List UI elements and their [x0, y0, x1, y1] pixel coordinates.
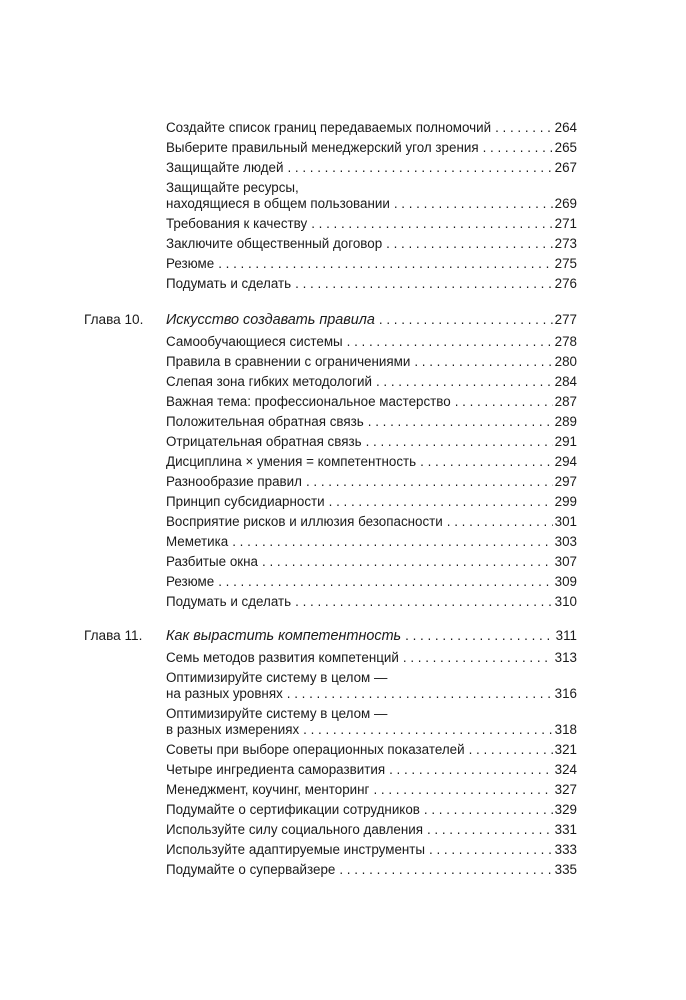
toc-entry[interactable]	[166, 802, 577, 818]
toc-entry[interactable]	[166, 594, 577, 610]
entry-title: Подумать и сделать	[166, 276, 292, 291]
toc-entry[interactable]	[166, 862, 577, 878]
entry-title: Восприятие рисков и иллюзия безопасности	[166, 514, 443, 529]
leader-dots	[394, 196, 553, 212]
page-number: 267	[554, 160, 577, 175]
toc-entry[interactable]	[166, 514, 577, 530]
toc-entry[interactable]	[166, 180, 577, 212]
entry-title: Требования к качеству	[166, 216, 308, 231]
leader-dots	[483, 140, 553, 156]
entry-title: Самообучающиеся системы	[166, 334, 343, 349]
leader-dots	[295, 276, 553, 292]
toc-entry[interactable]	[166, 742, 577, 758]
toc-entry[interactable]	[166, 762, 577, 778]
page-number: 273	[554, 236, 577, 251]
page-number: 299	[554, 494, 577, 509]
page-number: 276	[554, 276, 577, 291]
leader-dots	[347, 334, 553, 350]
entry-title: Важная тема: профессиональное мастерство	[166, 394, 451, 409]
page-number: 318	[554, 722, 577, 737]
toc-entry[interactable]	[166, 706, 577, 738]
entry-title-continued: находящиеся в общем пользовании	[166, 196, 390, 211]
page-number: 310	[554, 594, 577, 609]
chapter-title-text: Искусство создавать правила	[166, 312, 375, 328]
page-number: 309	[554, 574, 577, 589]
leader-dots	[295, 594, 553, 610]
toc-entry[interactable]	[166, 670, 577, 702]
leader-dots	[311, 216, 552, 232]
entry-title: Подумайте о супервайзере	[166, 862, 336, 877]
page-number: 269	[554, 196, 577, 211]
leader-dots	[379, 312, 553, 328]
page-number: 294	[554, 454, 577, 469]
toc-entry[interactable]	[166, 494, 577, 510]
leader-dots	[303, 722, 553, 738]
entry-title: Дисциплина × умения = компетентность	[166, 454, 417, 469]
page-number: 297	[554, 474, 577, 489]
page-number: 329	[554, 802, 577, 817]
entry-title: Четыре ингредиента саморазвития	[166, 762, 386, 777]
entry-title: Используйте силу социального давления	[166, 822, 423, 837]
leader-dots	[447, 514, 553, 530]
entry-title: Разнообразие правил	[166, 474, 302, 489]
entry-title: Правила в сравнении с ограничениями	[166, 354, 411, 369]
leader-dots	[495, 120, 553, 136]
leader-dots	[287, 160, 552, 176]
leader-dots	[414, 354, 552, 370]
entry-title: Защищайте ресурсы,	[166, 180, 299, 195]
toc-entry[interactable]	[166, 434, 577, 450]
entry-title: Заключите общественный договор	[166, 236, 383, 251]
toc-entry[interactable]	[166, 414, 577, 430]
entry-title-continued: в разных измерениях	[166, 722, 300, 737]
leader-dots	[424, 802, 553, 818]
entry-title: Принцип субсидиарности	[166, 494, 325, 509]
toc-entry[interactable]	[166, 394, 577, 410]
toc-entry[interactable]	[166, 374, 577, 390]
leader-dots	[405, 628, 554, 644]
page-number: 313	[554, 650, 577, 665]
page-number: 331	[554, 822, 577, 837]
entry-title: Защищайте людей	[166, 160, 284, 175]
page-number: 316	[554, 686, 577, 701]
toc-entry[interactable]	[166, 276, 577, 292]
page-number: 321	[554, 742, 577, 757]
page-number: 303	[554, 534, 577, 549]
page-number: 278	[554, 334, 577, 349]
toc-entry[interactable]	[166, 256, 577, 272]
page-number: 271	[554, 216, 577, 231]
entry-title: Резюме	[166, 256, 215, 271]
toc-entry[interactable]	[166, 842, 577, 858]
page-number: 327	[554, 782, 577, 797]
leader-dots	[420, 454, 553, 470]
toc-entry[interactable]	[166, 334, 577, 350]
leader-dots	[287, 686, 553, 702]
page-number: 307	[554, 554, 577, 569]
entry-title: Резюме	[166, 574, 215, 589]
toc-entry[interactable]	[166, 650, 577, 666]
toc-entry[interactable]	[166, 454, 577, 470]
page-number: 280	[554, 354, 577, 369]
leader-dots	[368, 414, 553, 430]
page-number: 335	[554, 862, 577, 877]
chapter-title[interactable]	[166, 628, 577, 644]
toc-entry[interactable]	[166, 534, 577, 550]
leader-dots	[339, 862, 552, 878]
toc-entry[interactable]	[166, 574, 577, 590]
leader-dots	[469, 742, 553, 758]
toc-entry[interactable]	[166, 554, 577, 570]
entry-title: Создайте список границ передаваемых полномочий	[166, 120, 492, 135]
leader-dots	[218, 574, 552, 590]
page-number: 333	[554, 842, 577, 857]
chapter-label: Глава 11.	[84, 628, 143, 643]
entry-title-continued: на разных уровнях	[166, 686, 283, 701]
toc-entry[interactable]	[166, 160, 577, 176]
entry-title: Слепая зона гибких методологий	[166, 374, 372, 389]
entry-title: Разбитые окна	[166, 554, 258, 569]
entry-title: Меметика	[166, 534, 229, 549]
toc-entry[interactable]	[166, 236, 577, 252]
entry-title: Советы при выборе операционных показателей	[166, 742, 465, 757]
entry-title: Оптимизируйте систему в целом —	[166, 706, 388, 721]
entry-title: Подумать и сделать	[166, 594, 292, 609]
toc-entry[interactable]	[166, 354, 577, 370]
leader-dots	[366, 434, 553, 450]
chapter-label: Глава 10.	[84, 312, 144, 327]
leader-dots	[429, 842, 553, 858]
page-number: 289	[554, 414, 577, 429]
entry-title: Используйте адаптируемые инструменты	[166, 842, 426, 857]
toc-entry[interactable]	[166, 120, 577, 136]
page-number: 275	[554, 256, 577, 271]
page-number: 265	[554, 140, 577, 155]
leader-dots	[373, 782, 552, 798]
toc-entry[interactable]	[166, 140, 577, 156]
entry-title: Менеджмент, коучинг, менторинг	[166, 782, 370, 797]
leader-dots	[329, 494, 553, 510]
leader-dots	[455, 394, 553, 410]
leader-dots	[386, 236, 553, 252]
page-number: 287	[554, 394, 577, 409]
entry-title: Семь методов развития компетенций	[166, 650, 399, 665]
leader-dots	[427, 822, 553, 838]
leader-dots	[306, 474, 553, 490]
entry-title: Оптимизируйте систему в целом —	[166, 670, 388, 685]
entry-title: Отрицательная обратная связь	[166, 434, 362, 449]
chapter-title-text: Как вырастить компетентность	[166, 628, 402, 644]
leader-dots	[262, 554, 553, 570]
toc-entry[interactable]	[166, 216, 577, 232]
leader-dots	[232, 534, 552, 550]
entry-title: Выберите правильный менеджерский угол зрения	[166, 140, 479, 155]
page-number: 264	[554, 120, 577, 135]
leader-dots	[376, 374, 553, 390]
leader-dots	[403, 650, 553, 666]
toc-entry[interactable]	[166, 782, 577, 798]
leader-dots	[218, 256, 552, 272]
chapter-title[interactable]	[166, 312, 577, 328]
page-number: 277	[554, 312, 577, 327]
leader-dots	[389, 762, 553, 778]
page-number: 284	[554, 374, 577, 389]
page-number: 301	[554, 514, 577, 529]
page-number: 291	[554, 434, 577, 449]
entry-title: Положительная обратная связь	[166, 414, 364, 429]
toc-entry[interactable]	[166, 474, 577, 490]
page-number: 324	[554, 762, 577, 777]
toc-entry[interactable]	[166, 822, 577, 838]
entry-title: Подумайте о сертификации сотрудников	[166, 802, 420, 817]
page-number: 311	[555, 628, 577, 643]
